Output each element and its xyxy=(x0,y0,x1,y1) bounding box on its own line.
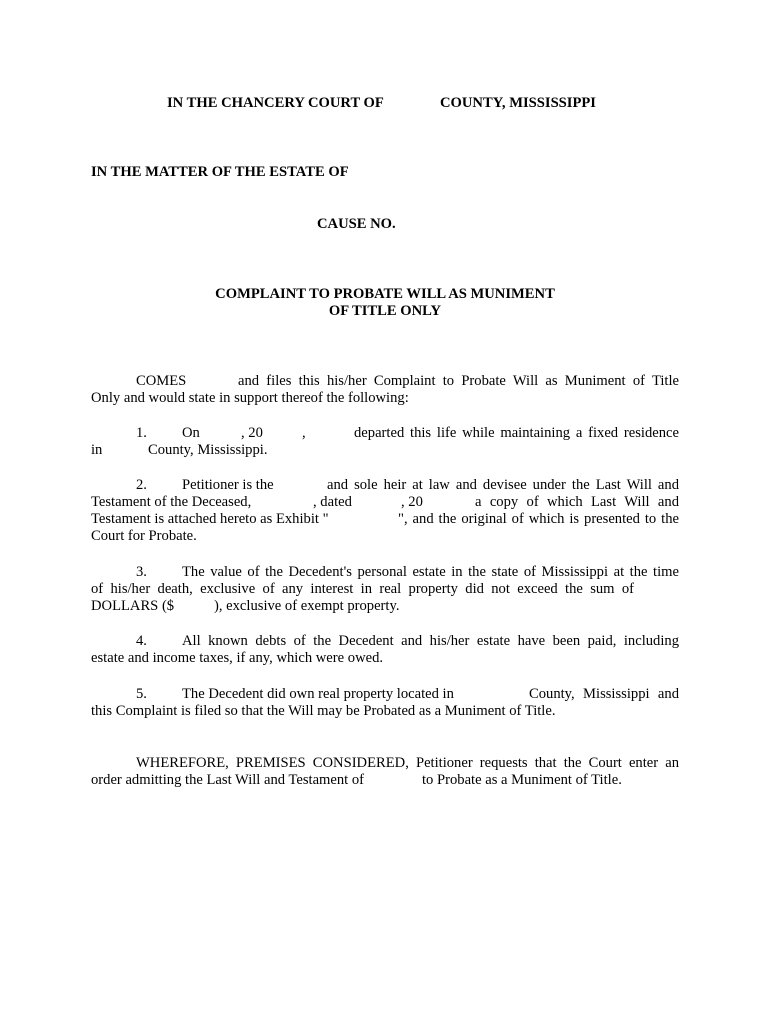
para2-line3-a: Testament is attached hereto as Exhibit " xyxy=(91,511,329,527)
para1-comma: , xyxy=(302,425,306,441)
para2-line4: Court for Probate. xyxy=(91,528,197,544)
wherefore-line2-a: order admitting the Last Will and Testament of xyxy=(91,772,365,788)
para5-line2: this Complaint is filed so that the Will may be Probated as a Muniment of Title. xyxy=(91,703,556,719)
court-suffix: COUNTY, MISSISSIPPI xyxy=(440,95,596,111)
para1-on: On xyxy=(182,425,200,441)
wherefore-line1: WHEREFORE, PREMISES CONSIDERED, Petitioner requests that the Court enter an xyxy=(136,755,679,771)
para1-in: in xyxy=(91,442,103,458)
para3-line3-a: DOLLARS ($ xyxy=(91,598,175,614)
para4-number: 4. xyxy=(136,633,147,649)
para2-number: 2. xyxy=(136,477,147,493)
para1-line1-rest: departed this life while maintaining a fixed residence xyxy=(354,425,679,441)
para2-line3-b: ", and the original of which is presented to the xyxy=(398,511,679,527)
para3-number: 3. xyxy=(136,564,147,580)
document-title-line1: COMPLAINT TO PROBATE WILL AS MUNIMENT xyxy=(215,286,555,302)
para1-year: , 20 xyxy=(241,425,263,441)
intro-line2: Only and would state in support thereof the following: xyxy=(91,390,409,406)
estate-matter: IN THE MATTER OF THE ESTATE OF xyxy=(91,164,349,180)
para2-line2-c: , 20 xyxy=(401,494,423,510)
para3-line1: The value of the Decedent's personal estate in the state of Mississippi at the time xyxy=(182,564,679,580)
para4-line1: All known debts of the Decedent and his/her estate have been paid, including xyxy=(182,633,679,649)
intro-comes: COMES xyxy=(136,373,187,389)
cause-number: CAUSE NO. xyxy=(317,216,396,232)
para5-line1-a: The Decedent did own real property located in xyxy=(182,686,454,702)
para3-line2: of his/her death, exclusive of any interest in real property did not exceed the sum of xyxy=(91,581,634,597)
para5-number: 5. xyxy=(136,686,147,702)
para2-line2-d: a copy of which Last Will and xyxy=(475,494,679,510)
para2-line2-b: , dated xyxy=(313,494,352,510)
para1-county: County, Mississippi. xyxy=(148,442,268,458)
document-title-line2: OF TITLE ONLY xyxy=(328,303,442,319)
para4-line2: estate and income taxes, if any, which were owed. xyxy=(91,650,384,666)
intro-line1: and files this his/her Complaint to Probate Will as Muniment of Title xyxy=(238,373,679,389)
para5-line1-b: County, Mississippi and xyxy=(529,686,679,702)
para3-line3-b: ), exclusive of exempt property. xyxy=(214,598,400,614)
wherefore-line2-b: to Probate as a Muniment of Title. xyxy=(422,772,622,788)
para2-line1-b: and sole heir at law and devisee under the Last Will and xyxy=(327,477,679,493)
court-prefix: IN THE CHANCERY COURT OF xyxy=(167,95,384,111)
para2-line2-a: Testament of the Deceased, xyxy=(91,494,252,510)
para2-line1-a: Petitioner is the xyxy=(182,477,274,493)
para1-number: 1. xyxy=(136,425,147,441)
